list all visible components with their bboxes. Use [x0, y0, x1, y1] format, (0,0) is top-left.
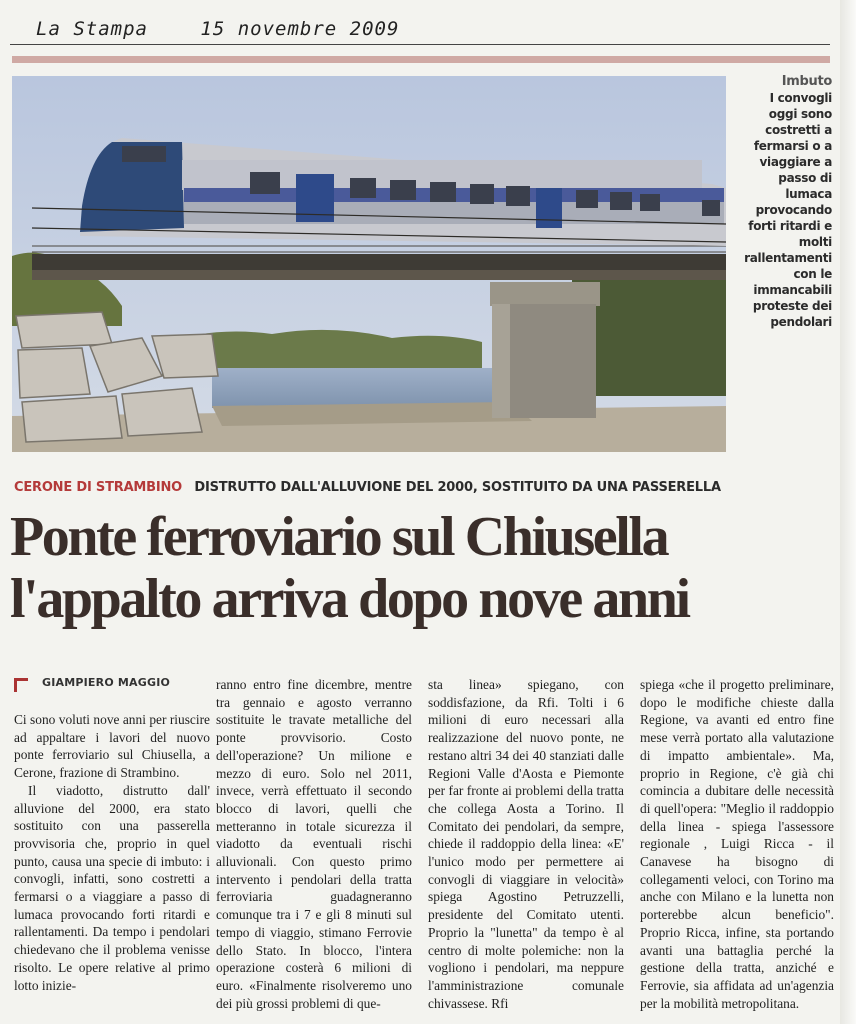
header-rule: [10, 44, 830, 45]
header-color-band: [12, 56, 830, 63]
handwritten-newspaper-name: La Stampa: [36, 18, 148, 40]
paragraph: Il viadotto, distrutto dall' alluvione del 2000, era stato sostituito con una passerella provvisoria che, proprio in quel punto, causa una specie di imbuto: i convogli, infatti, sono costretti a fermarsi o a viaggiare a passo di lumaca provocando forti ritardi e rallentamenti. Da tempo i pendolari chiedevano che il problema venisse risolto. Le opere relative al primo lotto inizie-: [14, 782, 210, 993]
byline-corner-mark: [14, 678, 28, 692]
article-headline: [10, 506, 836, 630]
article-column-1: [14, 711, 210, 994]
kicker-location: CERONE DI STRAMBINO: [14, 480, 183, 495]
scan-edge-shadow: [840, 0, 856, 1024]
paragraph: sta linea» spiegano, con soddisfazione, da Rfi. Tolti i 6 milioni di euro necessari alla realizzazione del nuovo ponte, ne restano altri 34 dei 40 stanziati dalle Regioni Valle d'Aosta e Piemonte per far fronte ai problemi della tratta che collega Aosta a Torino. Il Comitato dei pendolari, da sempre, chiede il raddoppio della linea: «E' l'unico modo per permettere ai convogli di viaggiare in velocità» spiega Agostino Petruzzelli, presidente del Comitato utenti. Proprio la "lunetta" da tempo è al centro di molte polemiche: non la vogliono i pendolari, ma neppure l'amministrazione comunale chivassese. Rfi: [428, 677, 624, 1011]
article-kicker: [14, 480, 834, 495]
paragraph: spiega «che il progetto preliminare, dopo le modifiche chieste dalla Regione, va avanti ed entro fine mese verrà portato alla valutazione di impatto ambientale». Ma, proprio in Regione, c'è già chi comincia a dubitare delle necessità di quell'opera: "Meglio il raddoppio della linea - spiega l'assessore regionale , Luigi Ricca - il Canavese ha bisogno di collegamenti veloci, con Torino ma anche con Milano e la lunetta non porterebbe alcun beneficio". Proprio Ricca, infine, sta portando avanti una battaglia perché la gestione della tratta, anziché e Ferrovie, sia affidata ad un'agenzia per la mobilità metropolitana.: [640, 677, 834, 1011]
handwritten-source-note: [36, 18, 439, 40]
caption-title: Imbuto: [781, 74, 832, 89]
photo-caption: [738, 74, 832, 330]
train-bridge-photo: [12, 76, 726, 452]
article-column-3: [428, 676, 624, 1012]
article-column-4: [640, 676, 834, 1012]
handwritten-date: 15 novembre 2009: [200, 18, 400, 40]
paragraph: ranno entro fine dicembre, mentre tra gennaio e agosto verranno sostituite le travate metalliche del ponte provvisorio. Costo dell'operazione? Un milione e mezzo di euro. Solo nel 2011, invece, verrà effettuato il secondo blocco di lavori, quelli che metteranno in totale sicurezza il viadotto da eventuali rischi alluvionali. Con questo primo intervento i pendolari della tratta ferroviaria guadagneranno comunque tra i 7 e gli 8 minuti sul tempo di viaggio, stimano Ferrovie dello Stato. In blocco, l'intera operazione costerà 6 milioni di euro. «Finalmente risolveremo uno dei più grossi problemi di que-: [216, 677, 412, 1011]
paragraph: Ci sono voluti nove anni per riuscire ad appaltare i lavori del nuovo ponte ferroviario sul Chiusella, a Cerone, frazione di Strambino.: [14, 712, 210, 781]
author-name: GIAMPIERO MAGGIO: [42, 676, 171, 689]
kicker-subtitle: DISTRUTTO DALL'ALLUVIONE DEL 2000, SOSTITUITO DA UNA PASSERELLA: [194, 480, 721, 495]
photo-illustration: [12, 76, 726, 452]
caption-body: I convogli oggi sono costretti a fermarsi o a viaggiare a passo di lumaca provocando forti ritardi e molti rallentamenti con le immancabili proteste dei pendolari: [744, 91, 832, 329]
article-column-2: [216, 676, 412, 1012]
headline-line-2: l'appalto arriva dopo nove anni: [10, 568, 689, 630]
headline-line-1: Ponte ferroviario sul Chiusella: [10, 506, 668, 568]
